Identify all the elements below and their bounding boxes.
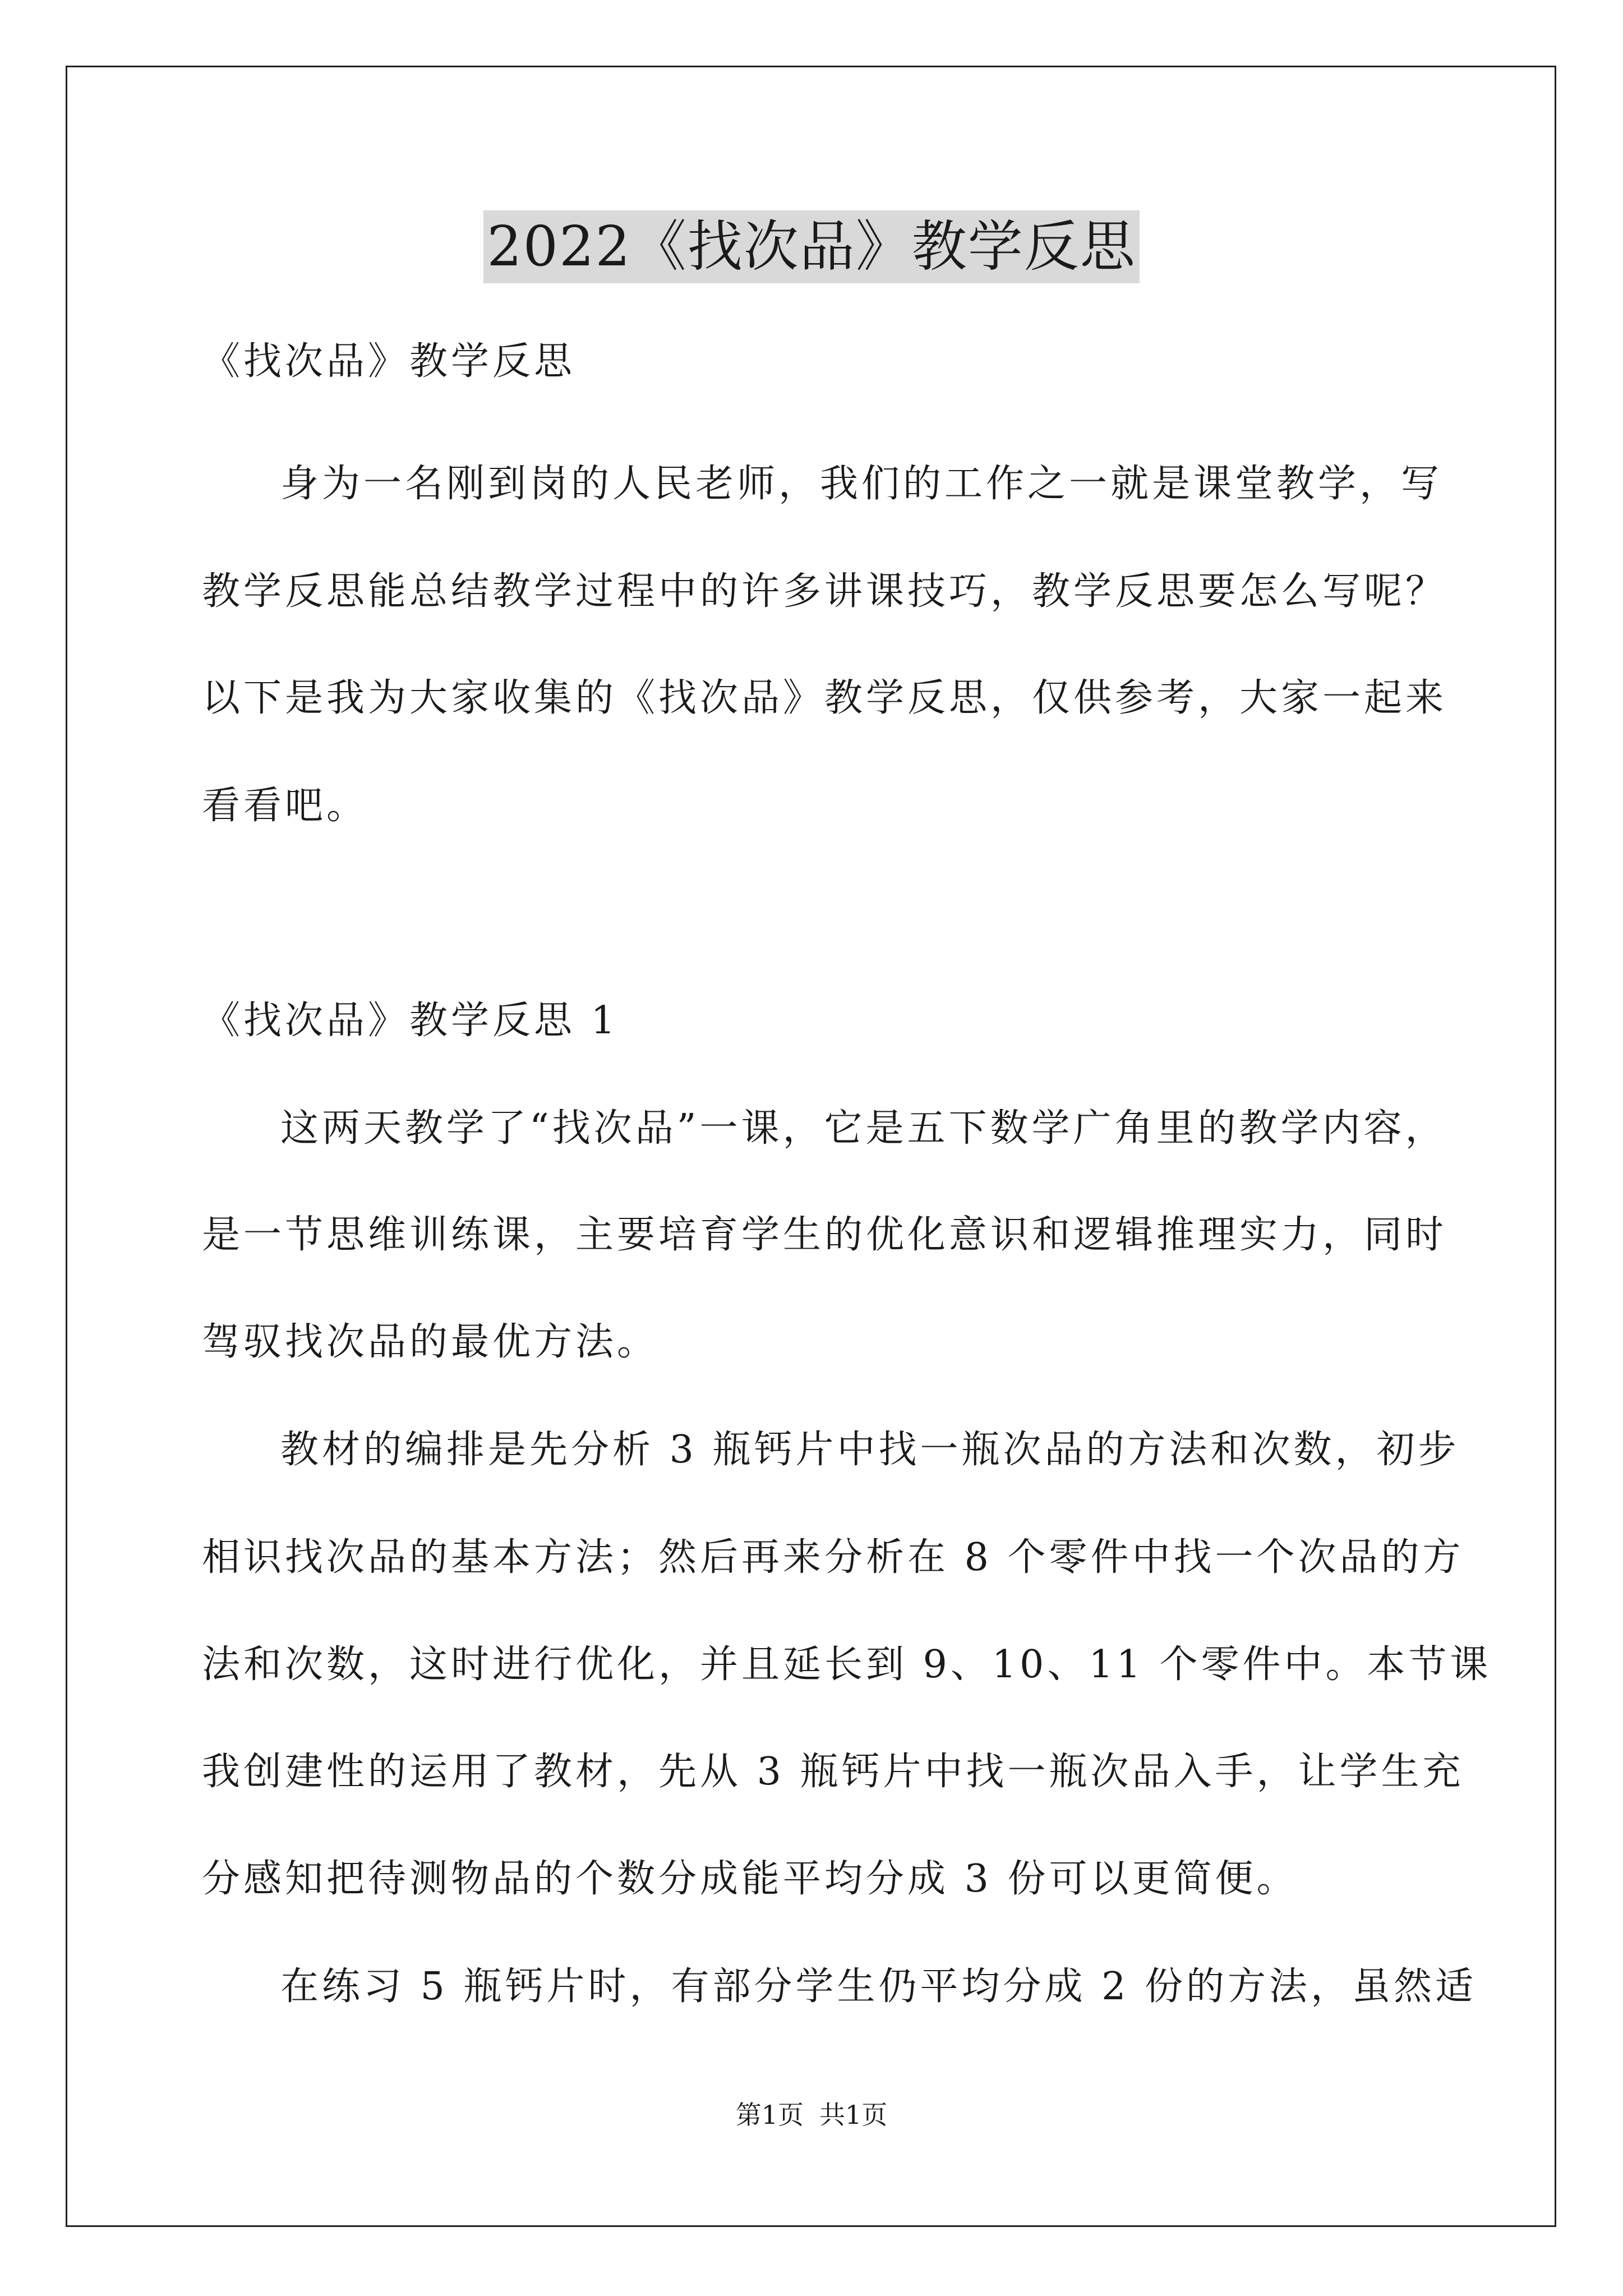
paragraph-line: 教学反思能总结教学过程中的许多讲课技巧，教学反思要怎么写呢？ bbox=[202, 569, 1447, 614]
title-container bbox=[0, 210, 1623, 283]
paragraph-line: 这两天教学了“找次品”一课，它是五下数学广角里的教学内容， bbox=[280, 1106, 1447, 1151]
paragraph-line: 相识找次品的基本方法；然后再来分析在 8 个零件中找一个次品的方 bbox=[202, 1535, 1464, 1580]
page-number: 第1页 bbox=[735, 2100, 804, 2130]
page-total: 共1页 bbox=[819, 2100, 888, 2130]
paragraph-line: 在练习 5 瓶钙片时，有部分学生仍平均分成 2 份的方法，虽然适 bbox=[280, 1964, 1477, 2009]
paragraph-line: 我创建性的运用了教材，先从 3 瓶钙片中找一瓶次品入手，让学生充 bbox=[202, 1750, 1464, 1794]
paragraph-line: 身为一名刚到岗的人民老师，我们的工作之一就是课堂教学，写 bbox=[280, 462, 1443, 506]
document-title: 2022《找次品》教学反思 bbox=[483, 210, 1139, 283]
paragraph-line: 是一节思维训练课，主要培育学生的优化意识和逻辑推理实力，同时 bbox=[202, 1213, 1447, 1257]
paragraph-line: 看看吧。 bbox=[202, 784, 368, 828]
section-heading-1: 《找次品》教学反思 1 bbox=[202, 999, 619, 1043]
paragraph-line: 分感知把待测物品的个数分成能平均分成 3 份可以更简便。 bbox=[202, 1857, 1298, 1901]
paragraph-line: 法和次数，这时进行优化，并且延长到 9、10、11 个零件中。本节课 bbox=[202, 1642, 1492, 1687]
section-heading-intro: 《找次品》教学反思 bbox=[202, 339, 576, 384]
page-footer bbox=[0, 2098, 1623, 2132]
paragraph-line: 驾驭找次品的最优方法。 bbox=[202, 1320, 659, 1364]
paragraph-line: 以下是我为大家收集的《找次品》教学反思，仅供参考，大家一起来 bbox=[202, 676, 1447, 720]
paragraph-line: 教材的编排是先分析 3 瓶钙片中找一瓶次品的方法和次数，初步 bbox=[280, 1428, 1460, 1472]
